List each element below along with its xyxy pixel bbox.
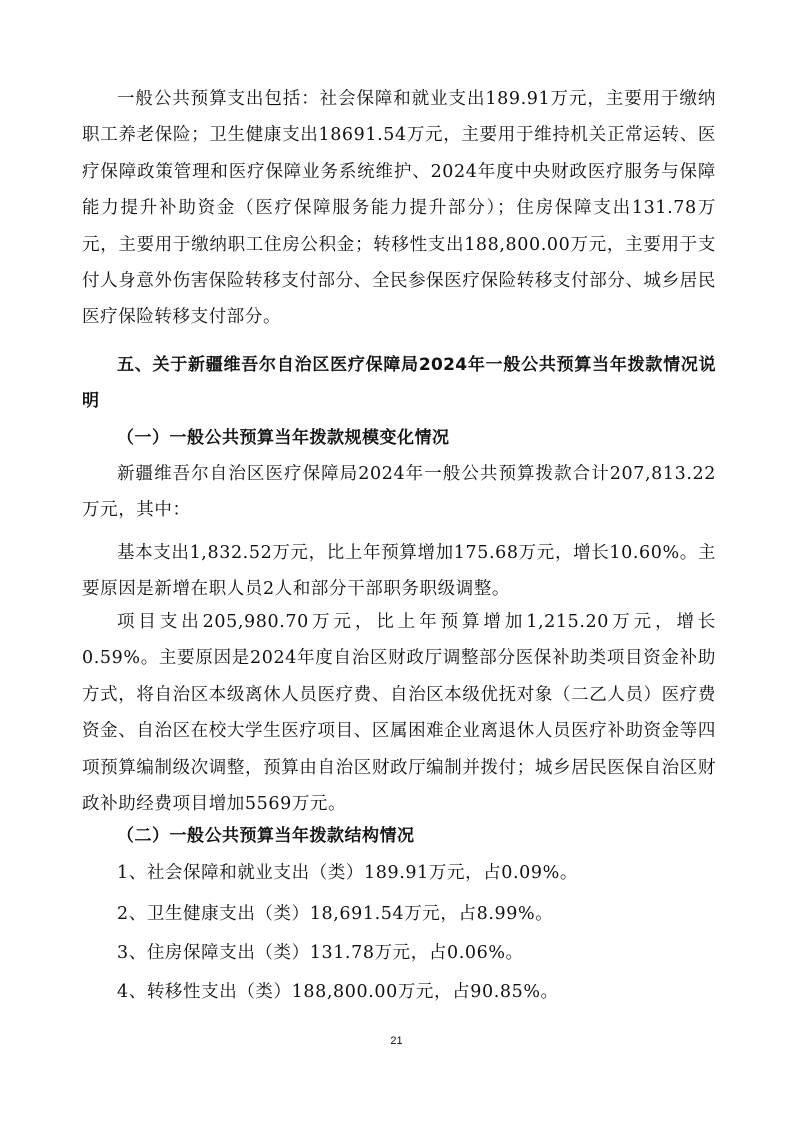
list-item: 3、住房保障支出（类）131.78万元，占0.06%。 — [117, 943, 524, 963]
paragraph-basic-expenditure: 基本支出1,832.52万元，比上年预算增加175.68万元，增长10.60%。主要原因是新增在职人员2人和部分干部职务职级调整。 — [82, 543, 716, 600]
paragraph-total-appropriation: 新疆维吾尔自治区医疗保障局2024年一般公共预算拨款合计207,813.22万元，其中： — [82, 464, 716, 521]
paragraph-expenditure-summary: 一般公共预算支出包括：社会保障和就业支出189.91万元，主要用于缴纳职工养老保险；卫生健康支出18691.54万元，主要用于维持机关正常运转、医疗保障政策管理和医疗保障业务系统维护、2024年度中央财政医疗服务与保障能力提升补助资金（医疗保障服务能力提升部分）；住房保障支出131.78万元，主要用于缴纳职工住房公积金；转移性支出188,800.00万元，主要用于支付人身意外伤害保险转移支付部分、全民参保医疗保险转移支付部分、城乡居民医疗保险转移支付部分。 — [82, 89, 716, 328]
section-heading: 五、关于新疆维吾尔自治区医疗保障局2024年一般公共预算当年拨款情况说明 — [82, 355, 716, 412]
paragraph-project-expenditure: 项目支出205,980.70万元，比上年预算增加1,215.20万元，增长0.59%。主要原因是2024年度自治区财政厅调整部分医保补助类项目资金补助方式，将自治区本级离休人员医疗费、自治区本级优抚对象（二乙人员）医疗费资金、自治区在校大学生医疗项目、区属困难企业离退休人员医疗补助资金等四项预算编制级次调整，预算由自治区财政厅编制并拨付；城乡居民医保自治区财政补助经费项目增加5569万元。 — [82, 612, 716, 815]
list-item: 4、转移性支出（类）188,800.00万元，占90.85%。 — [117, 982, 559, 1002]
page-number: 21 — [390, 1035, 403, 1047]
subheading-structure: （二）一般公共预算当年拨款结构情况 — [117, 826, 415, 846]
list-item: 2、卫生健康支出（类）18,691.54万元，占8.99%。 — [117, 904, 554, 924]
list-item: 1、社会保障和就业支出（类）189.91万元，占0.09%。 — [117, 863, 578, 883]
subheading-scale-change: （一）一般公共预算当年拨款规模变化情况 — [117, 428, 450, 448]
